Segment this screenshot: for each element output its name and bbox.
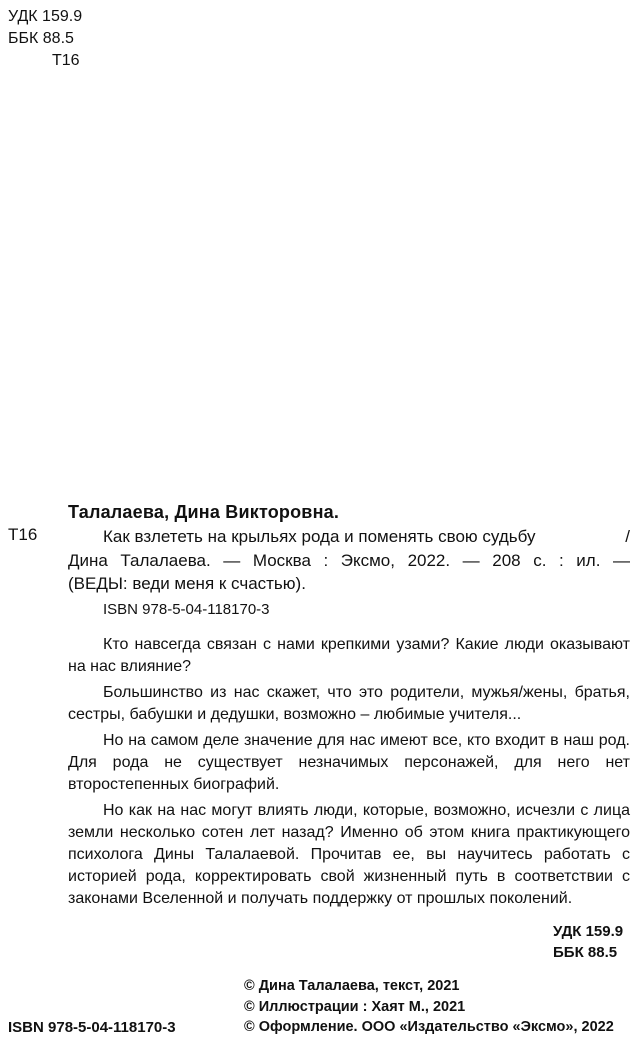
author-mark-top: Т16 xyxy=(52,52,80,69)
copyright-block xyxy=(244,976,614,1038)
copyright-line: © Иллюстрации : Хаят М., 2021 xyxy=(244,998,466,1015)
title-separator: / xyxy=(625,527,630,546)
bibliographic-description xyxy=(68,525,630,596)
bib-series-line: (ВЕДЫ: веди меня к счастью). xyxy=(68,574,306,593)
udk-code-top: УДК 159.9 xyxy=(8,8,83,25)
book-title: Как взлететь на крыльях рода и поменять свою судьбу xyxy=(103,527,536,546)
annotation-paragraph: Кто навсегда связан с нами крепкими узами? Какие люди оказывают на нас влияние? xyxy=(68,636,630,675)
annotation-paragraph: Большинство из нас скажет, что это родители, мужья/жены, братья, сестры, бабушки и дедушки, возможно – любимые учителя... xyxy=(68,684,630,723)
author-mark: Т16 xyxy=(8,525,38,544)
udk-code-bottom: УДК 159.9 xyxy=(553,923,624,940)
bib-publication-line: Дина Талалаева. — Москва : Эксмо, 2022. — 208 с. : ил. — xyxy=(68,550,630,570)
bib-title-line xyxy=(68,525,630,549)
author-name: Талалаева, Дина Викторовна. xyxy=(68,502,340,522)
isbn-bottom: ISBN 978-5-04-118170-3 xyxy=(8,1019,176,1036)
isbn-in-description: ISBN 978-5-04-118170-3 xyxy=(103,601,270,618)
bbk-code-top: ББК 88.5 xyxy=(8,30,74,47)
copyright-line: © Оформление. ООО «Издательство «Эксмо», 2022 xyxy=(244,1019,614,1035)
annotation xyxy=(68,634,630,910)
bbk-code-bottom: ББК 88.5 xyxy=(553,944,618,961)
copyright-line: © Дина Талалаева, текст, 2021 xyxy=(244,978,460,994)
annotation-paragraph: Но на самом деле значение для нас имеют все, кто входит в наш род. Для рода не существует незначимых персонажей, для него нет второстепенных биографий. xyxy=(68,732,630,793)
annotation-paragraph: Но как на нас могут влиять люди, которые, возможно, исчезли с лица земли несколько сотен лет назад? Именно об этом книга практикующего психолога Дины Талалаевой. Прочитав ее, вы научитесь работать с историей рода, корректировать свой жизненный путь в соответствии с законами Вселенной и получать поддержку от прошлых поколений. xyxy=(68,802,630,907)
